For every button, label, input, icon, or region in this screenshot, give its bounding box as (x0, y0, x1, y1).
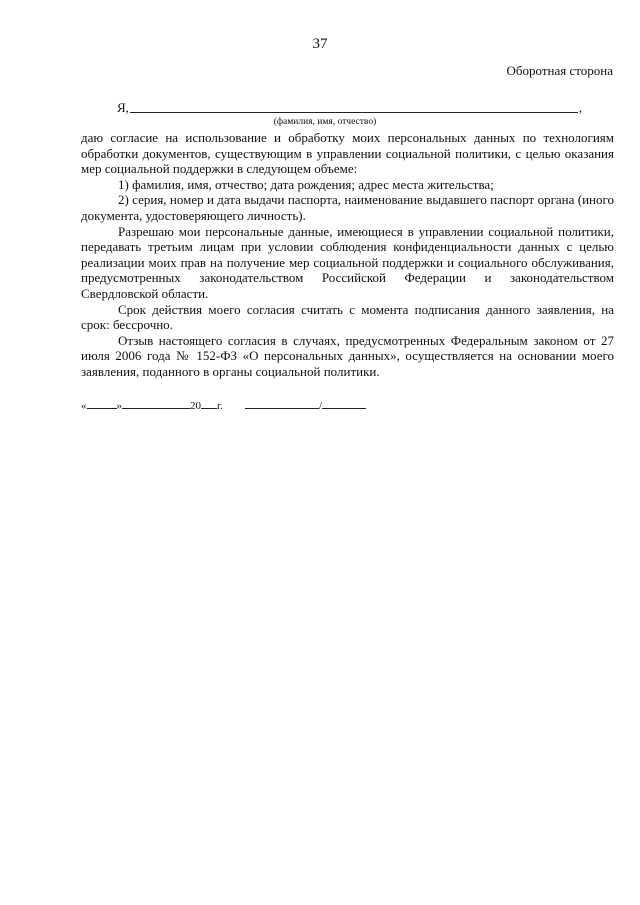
date-open-quote: « (81, 400, 87, 412)
date-close-quote: » (116, 400, 122, 412)
paragraph-consent: даю согласие на использование и обработку моих персональных данных по технологиям обработки документов, существующим в управлении социальной политики, с целью оказания мер социальной поддержки в следующем объеме: (81, 130, 614, 177)
year-suffix: г. (217, 400, 224, 412)
paragraph-item-1: 1) фамилия, имя, отчество; дата рождения; адрес места жительства; (118, 176, 494, 192)
signature-blank[interactable] (245, 398, 319, 409)
paragraph-term: Срок действия моего согласия считать с момента подписания данного заявления, на срок: бессрочно. (81, 301, 614, 333)
day-blank[interactable] (87, 398, 117, 409)
fio-line (117, 100, 582, 116)
fio-blank[interactable] (130, 111, 578, 113)
date-signature-line (81, 398, 381, 412)
ya-suffix: , (578, 100, 582, 115)
fio-caption: (фамилия, имя, отчество) (273, 117, 377, 127)
paragraph-transfer: Разрешаю мои персональные данные, имеющиеся в управлении социальной политики, передавать третьим лицам при условии соблюдения конфиденциальности данных с целью реализации моих прав на получение мер социальной поддержки и социального обслуживания, предусмотренных законодательством Российской Федерации и законодательством Свердловской области. (81, 223, 614, 301)
ya-prefix: Я, (117, 100, 129, 115)
paragraph-item-2: 2) серия, номер и дата выдачи паспорта, наименование выдавшего паспорт органа (иного документа, удостоверяющего личность). (81, 192, 614, 223)
reverse-side-label: Оборотная сторона (506, 63, 613, 78)
name-blank[interactable] (322, 398, 366, 409)
signature-slash: / (319, 400, 323, 412)
year-blank[interactable] (201, 398, 217, 409)
page-number: 37 (312, 36, 328, 52)
year-prefix: 20 (190, 400, 201, 412)
consent-body (81, 130, 614, 380)
month-blank[interactable] (122, 398, 190, 409)
paragraph-revocation: Отзыв настоящего согласия в случаях, предусмотренных Федеральным законом от 27 июля 2006 года № 152-ФЗ «О персональных данных», осуществляется на основании моего заявления, поданного в органы социальной политики. (81, 332, 614, 379)
